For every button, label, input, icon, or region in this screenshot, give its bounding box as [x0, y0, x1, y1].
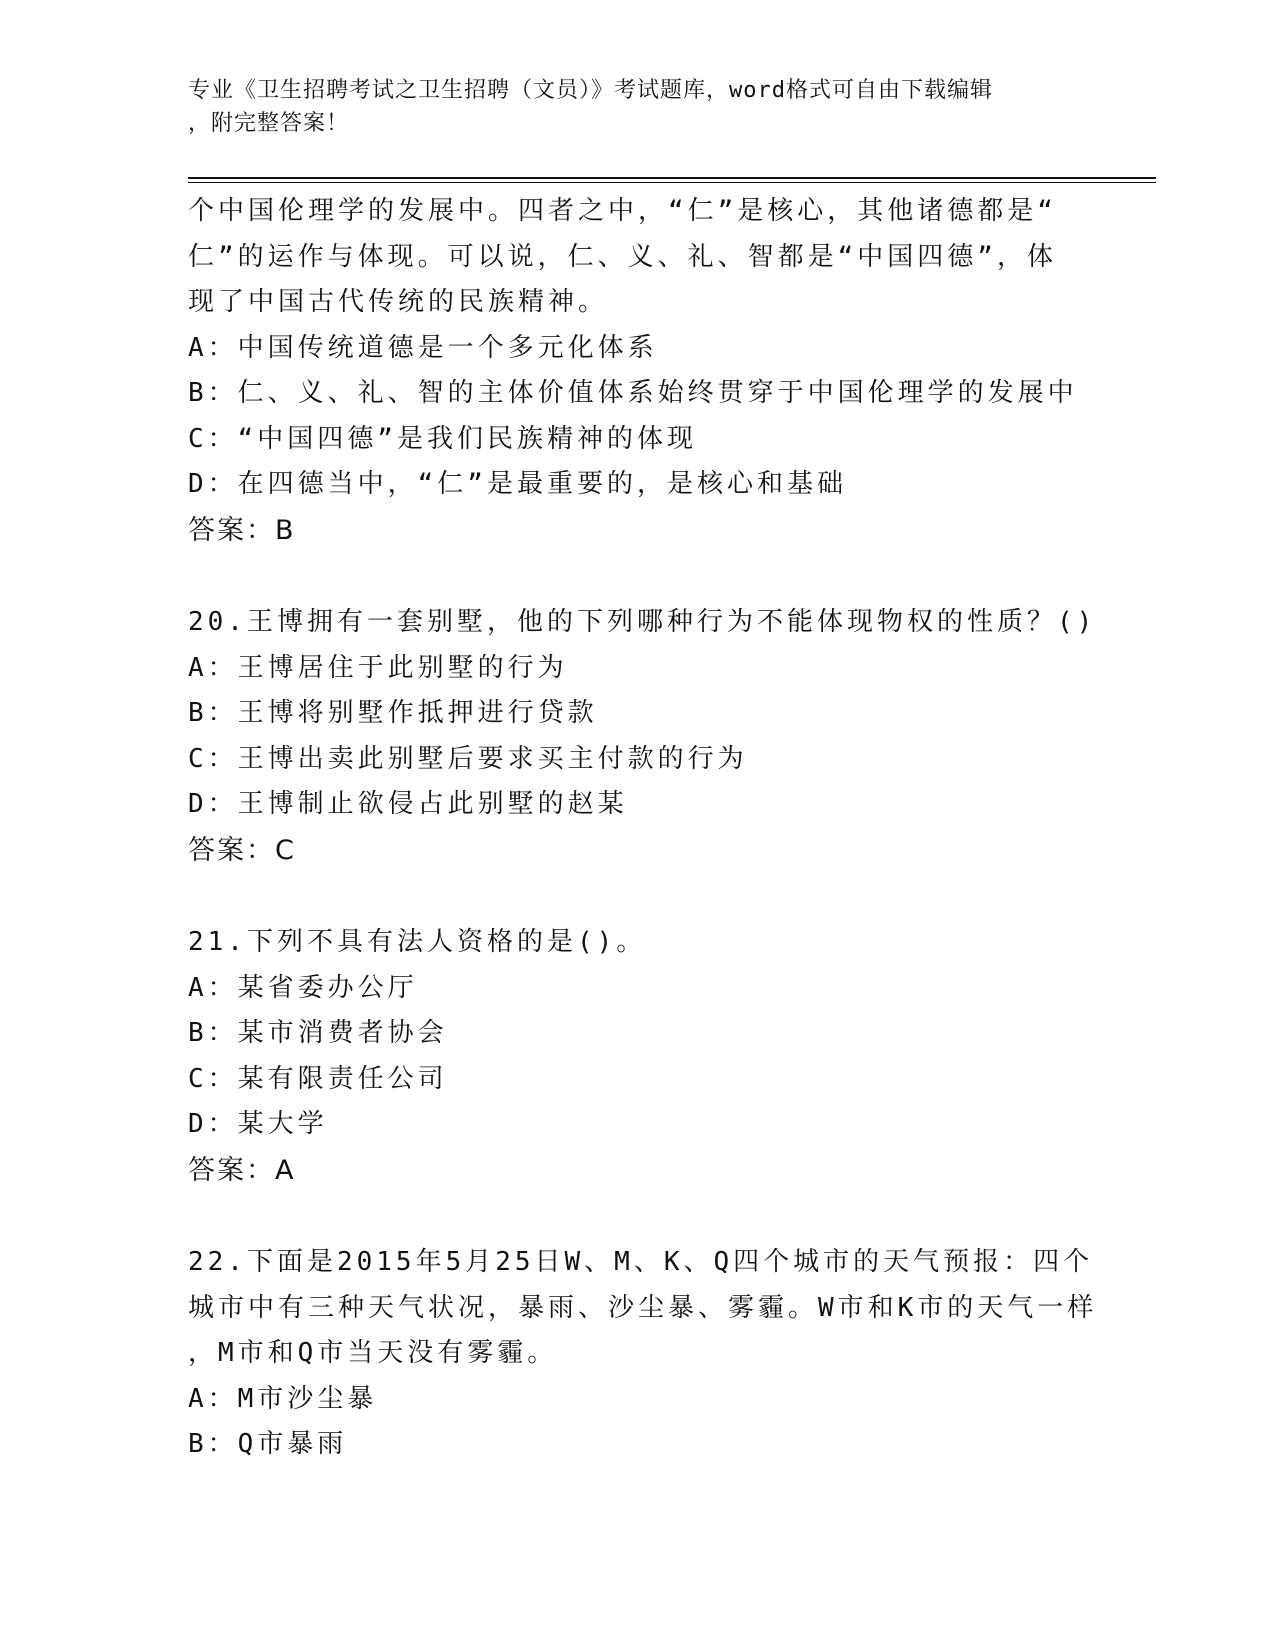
answer-label: 答案：C — [188, 834, 296, 866]
option-d: D：王博制止欲侵占此别墅的赵某 — [188, 789, 628, 819]
question-passage-line: 现了中国古代传统的民族精神。 — [188, 287, 609, 317]
spacer — [188, 1193, 1088, 1240]
option-b: B：某市消费者协会 — [188, 1018, 448, 1048]
option-d: D：某大学 — [188, 1109, 328, 1139]
header-divider-thin — [188, 182, 1156, 183]
question-text: 21.下列不具有法人资格的是()。 — [188, 927, 647, 957]
spacer — [188, 553, 1088, 600]
question-20 — [188, 600, 1097, 873]
option-a: A：某省委办公厅 — [188, 972, 418, 1003]
header-title-line: 专业《卫生招聘考试之卫生招聘（文员）》考试题库，word格式可自由下载编辑 — [188, 78, 993, 103]
question-text: 20.王博拥有一套别墅，他的下列哪种行为不能体现物权的性质？() — [188, 607, 1097, 637]
option-d: D：在四德当中，“仁”是最重要的，是核心和基础 — [188, 469, 847, 499]
document-header — [188, 74, 1088, 140]
header-divider-thick — [188, 177, 1156, 179]
question-passage-line: 个中国伦理学的发展中。四者之中，“仁”是核心，其他诸德都是“ — [188, 196, 1057, 226]
option-c: C：某有限责任公司 — [188, 1063, 448, 1094]
option-b: B：仁、义、礼、智的主体价值体系始终贯穿于中国伦理学的发展中 — [188, 378, 1078, 408]
question-passage-line: 仁”的运作与体现。可以说，仁、义、礼、智都是“中国四德”，体 — [188, 241, 1057, 272]
option-b: B：王博将别墅作抵押进行贷款 — [188, 698, 598, 728]
option-c: C：“中国四德”是我们民族精神的体现 — [188, 423, 697, 454]
header-title-continuation: ，附完整答案！ — [188, 111, 350, 136]
question-22 — [188, 1240, 1098, 1468]
question-19 — [188, 189, 1088, 553]
option-a: A：中国传统道德是一个多元化体系 — [188, 332, 658, 363]
spacer — [188, 873, 1088, 920]
option-a: A：M市沙尘暴 — [188, 1383, 378, 1414]
question-text-line: 22.下面是2015年5月25日W、M、K、Q四个城市的天气预报：四个 — [188, 1247, 1094, 1277]
option-c: C：王博出卖此别墅后要求买主付款的行为 — [188, 743, 748, 774]
question-21 — [188, 920, 1088, 1193]
answer-label: 答案：A — [188, 1154, 296, 1186]
question-content — [188, 189, 1098, 1468]
option-a: A：王博居住于此别墅的行为 — [188, 652, 568, 683]
question-text-line: ，M市和Q市当天没有雾霾。 — [188, 1338, 558, 1368]
option-b: B：Q市暴雨 — [188, 1429, 348, 1459]
answer-label: 答案：B — [188, 514, 296, 546]
question-text-line: 城市中有三种天气状况，暴雨、沙尘暴、雾霾。W市和K市的天气一样 — [188, 1292, 1098, 1323]
